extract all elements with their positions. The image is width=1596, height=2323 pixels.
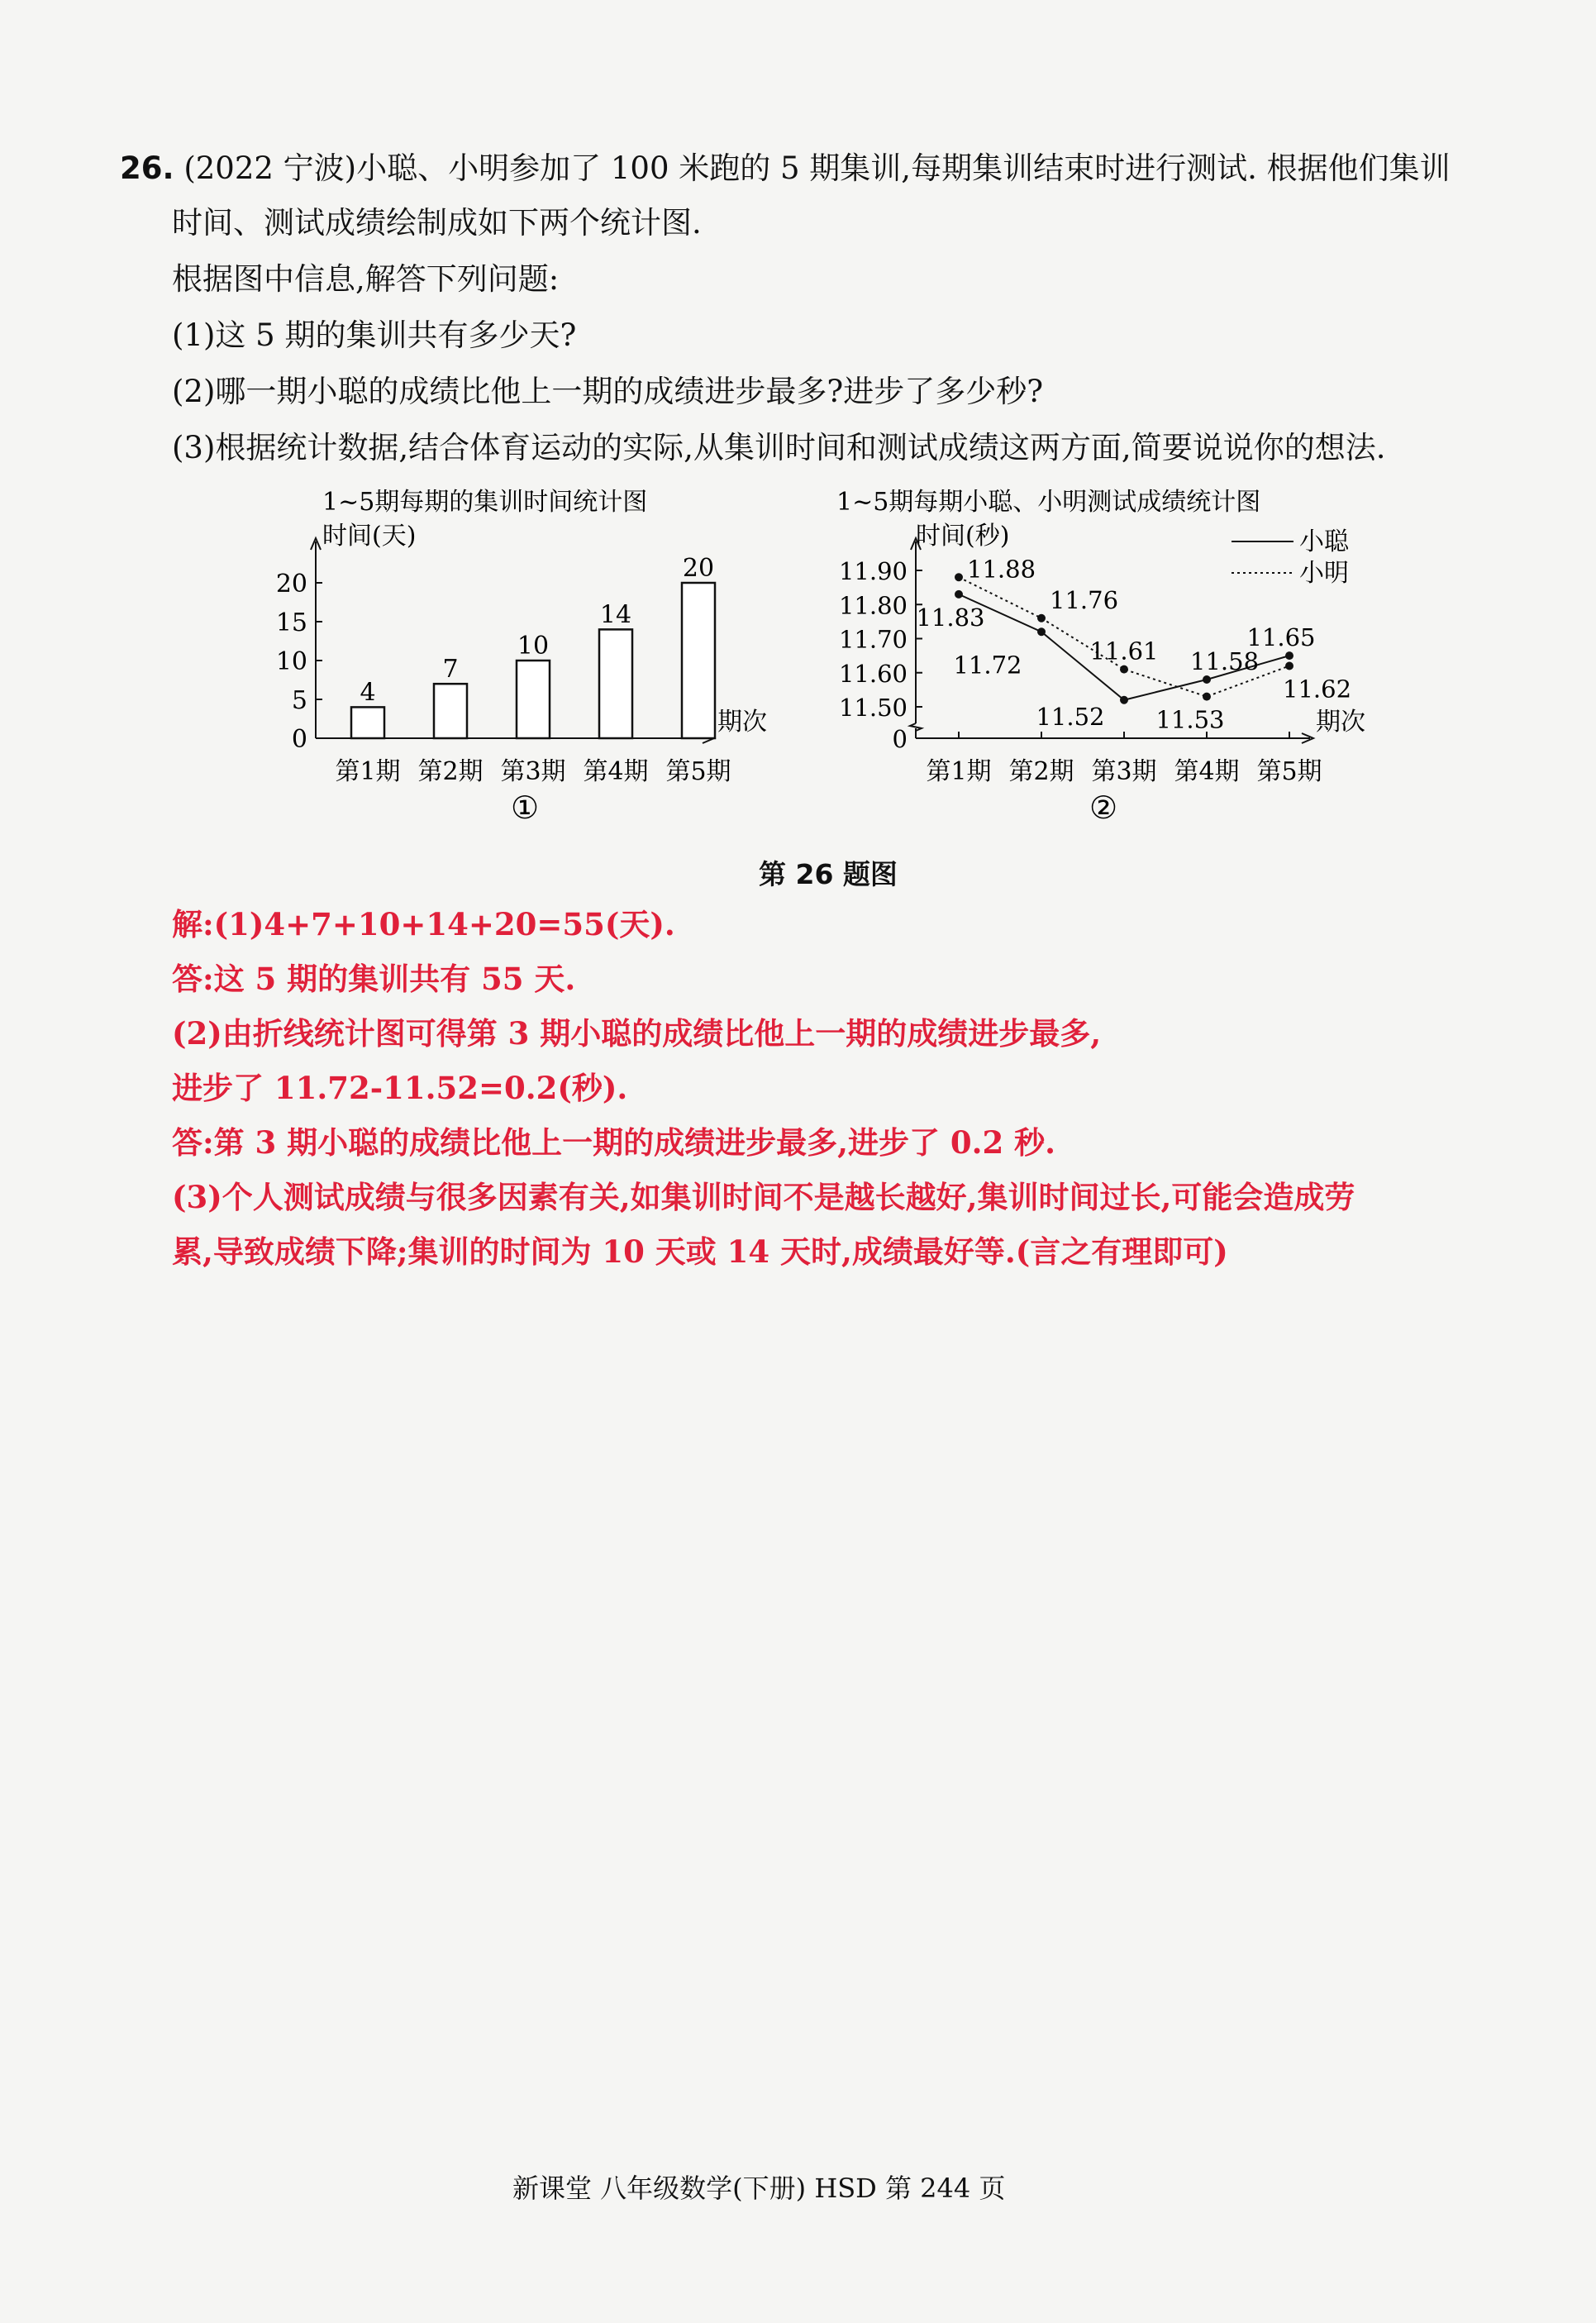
- line-chart-point: [1037, 627, 1046, 636]
- line-chart-category-label: 第4期: [1174, 757, 1240, 786]
- line-chart-category-label: 第3期: [1091, 757, 1157, 786]
- line-chart-point: [1037, 614, 1046, 622]
- line-chart-data-label: 11.61: [1089, 637, 1159, 665]
- line-chart-data-label: 11.58: [1190, 647, 1260, 675]
- bar-chart-value-label: 10: [517, 632, 550, 661]
- answer-line-4: 进步了 11.72-11.52=0.2(秒).: [172, 1070, 628, 1106]
- answer-line-5: 答:第 3 期小聪的成绩比他上一期的成绩进步最多,进步了 0.2 秒.: [172, 1124, 1056, 1161]
- line-chart-data-label: 11.72: [953, 651, 1022, 680]
- bar-chart-y-tick-label: 5: [291, 686, 307, 715]
- figure-caption: 第 26 题图: [759, 858, 898, 890]
- line-chart-data-label: 11.88: [967, 555, 1036, 584]
- line-chart-point: [955, 590, 963, 599]
- line-chart-point: [1203, 675, 1211, 684]
- line-chart-title: 1~5期每期小聪、小明测试成绩统计图: [836, 488, 1261, 517]
- bar-chart-y-tick-label: 20: [275, 570, 307, 599]
- line-chart-point: [1203, 693, 1211, 701]
- bar-chart-category-label: 第2期: [417, 757, 484, 786]
- line-chart-y-tick-label: 11.70: [838, 625, 908, 654]
- line-chart-y-tick-label: 11.60: [838, 659, 908, 688]
- line-chart-data-label: 11.65: [1246, 623, 1316, 652]
- line-chart-y-tick-label: 11.80: [838, 591, 908, 620]
- question-stem: (2022 宁波)小聪、小明参加了 100 米跑的 5 期集训,每期集训结束时进行测试. 根据他们集训: [183, 150, 1451, 186]
- line-chart-point: [1120, 696, 1128, 704]
- answer-line-1: 解:(1)4+7+10+14+20=55(天).: [172, 906, 675, 942]
- subquestion-1: (1)这 5 期的集训共有多少天?: [172, 317, 577, 353]
- line-chart-category-label: 第5期: [1256, 757, 1322, 786]
- bar-chart-y-tick-label: 0: [291, 725, 307, 754]
- bar-chart-bar: [599, 629, 632, 738]
- legend-label-xiaoming: 小明: [1299, 559, 1349, 588]
- bar-chart-category-label: 第1期: [335, 757, 401, 786]
- line-chart-data-label: 11.52: [1036, 702, 1105, 731]
- subquestion-2: (2)哪一期小聪的成绩比他上一期的成绩进步最多?进步了多少秒?: [172, 374, 1044, 409]
- bar-chart-bar: [434, 684, 467, 738]
- bar-chart-category-label: 第4期: [583, 757, 649, 786]
- line-chart-y-tick-label: 11.90: [838, 557, 908, 585]
- question-line-1: [120, 149, 1451, 188]
- bar-chart-value-label: 20: [682, 554, 715, 583]
- bar-chart-value-label: 4: [360, 678, 376, 708]
- bar-chart-bar: [517, 661, 550, 738]
- line-chart-y-label: 时间(秒): [916, 522, 1010, 551]
- bar-chart-title: 1~5期每期的集训时间统计图: [322, 488, 648, 517]
- line-chart-x-label: 期次: [1316, 708, 1365, 737]
- line-chart-y-tick-label: 0: [892, 725, 908, 753]
- line-chart-point: [1285, 651, 1293, 660]
- line-chart-data-label: 11.53: [1155, 705, 1225, 734]
- bar-chart-category-label: 第3期: [500, 757, 566, 786]
- bar-chart: [248, 484, 793, 831]
- answer-line-6: (3)个人测试成绩与很多因素有关,如集训时间不是越长越好,集训时间过长,可能会造成劳: [172, 1179, 1355, 1215]
- page-footer: 新课堂 八年级数学(下册) HSD 第 244 页: [512, 2173, 1006, 2204]
- line-chart-category-label: 第2期: [1008, 757, 1074, 786]
- bar-chart-y-tick-label: 10: [275, 647, 307, 676]
- line-chart-point: [1285, 662, 1293, 670]
- line-chart-category-label: 第1期: [926, 757, 992, 786]
- answer-line-7: 累,导致成绩下降;集训的时间为 10 天或 14 天时,成绩最好等.(言之有理即可): [172, 1233, 1228, 1270]
- bar-chart-category-label: 第5期: [665, 757, 731, 786]
- question-line-2: 时间、测试成绩绘制成如下两个统计图.: [172, 205, 702, 241]
- question-line-3: 根据图中信息,解答下列问题:: [172, 261, 560, 297]
- answer-line-2: 答:这 5 期的集训共有 55 天.: [172, 961, 576, 997]
- bar-chart-value-label: 7: [442, 655, 459, 684]
- line-chart-point: [1120, 665, 1128, 674]
- bar-chart-bar: [682, 583, 715, 738]
- bar-chart-marker: ①: [510, 789, 540, 826]
- bar-chart-bar: [351, 707, 384, 738]
- bar-chart-value-label: 14: [599, 600, 632, 630]
- bar-chart-x-label: 期次: [717, 708, 767, 737]
- question-number: 26.: [120, 150, 174, 186]
- bar-chart-y-label: 时间(天): [322, 522, 417, 551]
- line-chart-data-label: 11.76: [1050, 585, 1119, 614]
- bar-chart-y-tick-label: 15: [275, 608, 307, 637]
- line-chart-data-label: 11.62: [1283, 675, 1352, 704]
- line-chart-data-label: 11.83: [916, 603, 985, 632]
- line-chart-marker: ②: [1089, 789, 1118, 826]
- line-chart-point: [955, 573, 963, 581]
- line-chart: [827, 484, 1405, 831]
- answer-line-3: (2)由折线统计图可得第 3 期小聪的成绩比他上一期的成绩进步最多,: [172, 1015, 1102, 1052]
- legend-label-xiaocong: 小聪: [1299, 527, 1349, 556]
- line-chart-y-tick-label: 11.50: [838, 694, 908, 722]
- subquestion-3: (3)根据统计数据,结合体育运动的实际,从集训时间和测试成绩这两方面,简要说说你的想法.: [172, 430, 1386, 465]
